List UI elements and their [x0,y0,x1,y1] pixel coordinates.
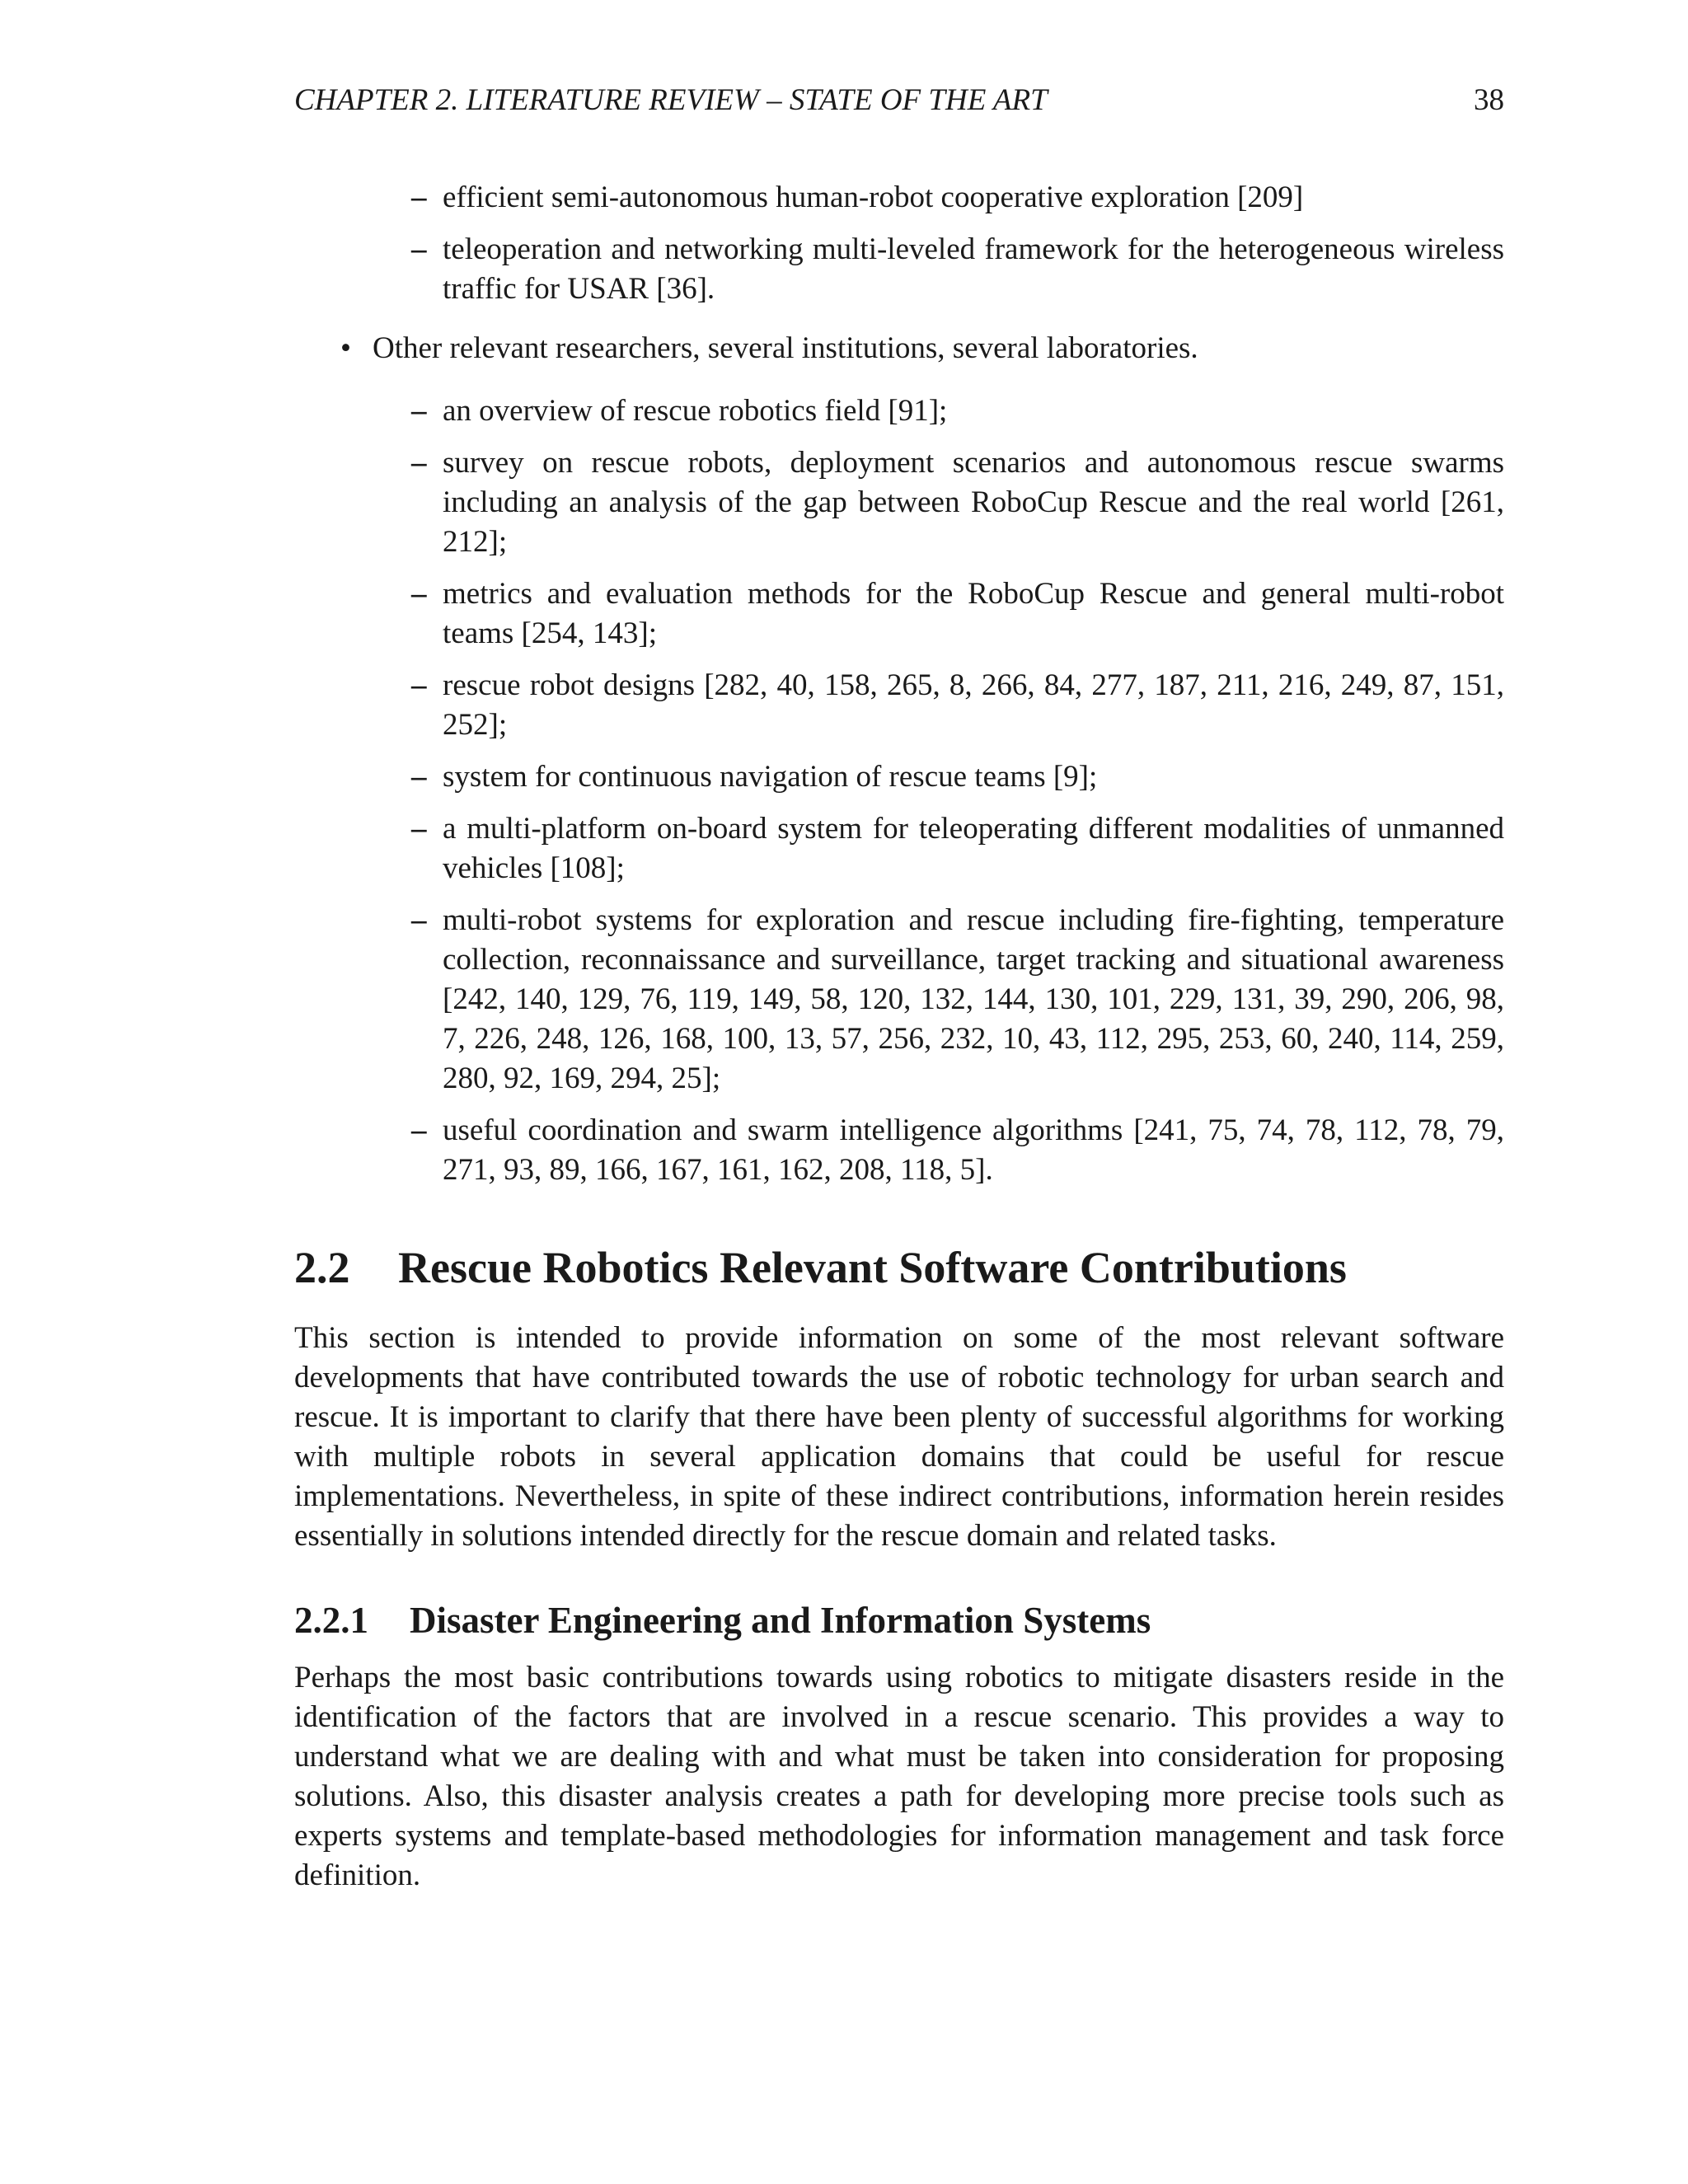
subsection-paragraph: Perhaps the most basic contributions towards using robotics to mitigate disasters reside in the identification of the factors that are involved in a rescue scenario. This provides a way to understand what we are dealing with and what must be taken into consideration for proposing solutions. Also, this disaster analysis creates a path for developing more precise tools such as experts systems and template-based methodologies for information management and task force definition. [294,1661,1504,1892]
list-item-text: metrics and evaluation methods for the RoboCup Rescue and general multi-robot teams [254, 143]; [443,577,1504,650]
dash-marker: – [411,903,427,937]
list-item [294,1111,1504,1190]
list-item [294,230,1504,309]
dash-marker: – [411,668,427,702]
bullet-icon: • [340,331,351,365]
section-paragraph: This section is intended to provide information on some of the most relevant software developments that have contributed towards the use of robotic technology for urban search and rescue. It is important to clarify that there have been plenty of successful algorithms for working with multiple robots in several application domains that could be useful for rescue implementations. Nevertheless, in spite of these indirect contributions, information herein resides essentially in solutions intended directly for the rescue domain and related tasks. [294,1321,1504,1553]
list-item [294,666,1504,745]
list-item-text: multi-robot systems for exploration and rescue including fire-fighting, temperature collection, reconnaissance and surveillance, target tracking and situational awareness [242, 140, 129, 76, 119, 149, 58, 120, 132, 144, 130, 101, 229, 131, 39, 290, 206, 98, 7, 226, 248, 126, 168, 100, 13, 57, 256, 232, 10, 43, 112, 295, 253, 60, 240, 114, 259, 280, 92, 169, 294, 25]; [443,903,1504,1095]
dash-marker: – [411,812,427,846]
running-header [294,81,1504,120]
list-item [294,443,1504,562]
list-item-text: survey on rescue robots, deployment scenarios and autonomous rescue swarms including an analysis of the gap between RoboCup Rescue and the real world [261, 212]; [443,446,1504,559]
list-item [294,391,1504,431]
section-title: Rescue Robotics Relevant Software Contributions [398,1243,1347,1292]
page-content [294,178,1504,1896]
list-item-text: a multi-platform on-board system for teleoperating different modalities of unmanned vehicles [108]; [443,812,1504,885]
section-number: 2.2 [294,1243,350,1292]
bullet-text: Other relevant researchers, several institutions, several laboratories. [373,331,1198,365]
list-item-text: system for continuous navigation of rescue teams [9]; [443,760,1098,794]
sub-list-a [294,178,1504,309]
dash-marker: – [411,446,427,480]
subsection-heading [294,1597,1504,1643]
dash-marker: – [411,760,427,794]
subsection-number: 2.2.1 [294,1600,368,1641]
list-item-text: useful coordination and swarm intelligence algorithms [241, 75, 74, 78, 112, 78, 79, 271, 93, 89, 166, 167, 161, 162, 208, 118, 5]. [443,1113,1504,1187]
list-item [294,574,1504,654]
sub-list-b [294,391,1504,1190]
list-item-text: teleoperation and networking multi-leveled framework for the heterogeneous wireless traffic for USAR [36]. [443,232,1504,306]
list-item [294,757,1504,797]
list-item [294,809,1504,888]
list-item [294,178,1504,218]
chapter-title: CHAPTER 2. LITERATURE REVIEW – STATE OF THE ART [294,83,1048,117]
dash-marker: – [411,180,427,214]
dash-marker: – [411,577,427,611]
subsection-title: Disaster Engineering and Information Systems [410,1600,1151,1641]
list-item-text: rescue robot designs [282, 40, 158, 265, 8, 266, 84, 277, 187, 211, 216, 249, 87, 151, 252]; [443,668,1504,742]
page-number: 38 [1474,83,1504,117]
dash-marker: – [411,394,427,428]
list-item-text: an overview of rescue robotics field [91]; [443,394,948,428]
dash-marker: – [411,232,427,266]
bullet-item [294,329,1504,368]
section-heading [294,1241,1504,1294]
document-page [294,0,1504,2184]
list-item-text: efficient semi-autonomous human-robot cooperative exploration [209] [443,180,1304,214]
list-item [294,901,1504,1099]
dash-marker: – [411,1113,427,1147]
